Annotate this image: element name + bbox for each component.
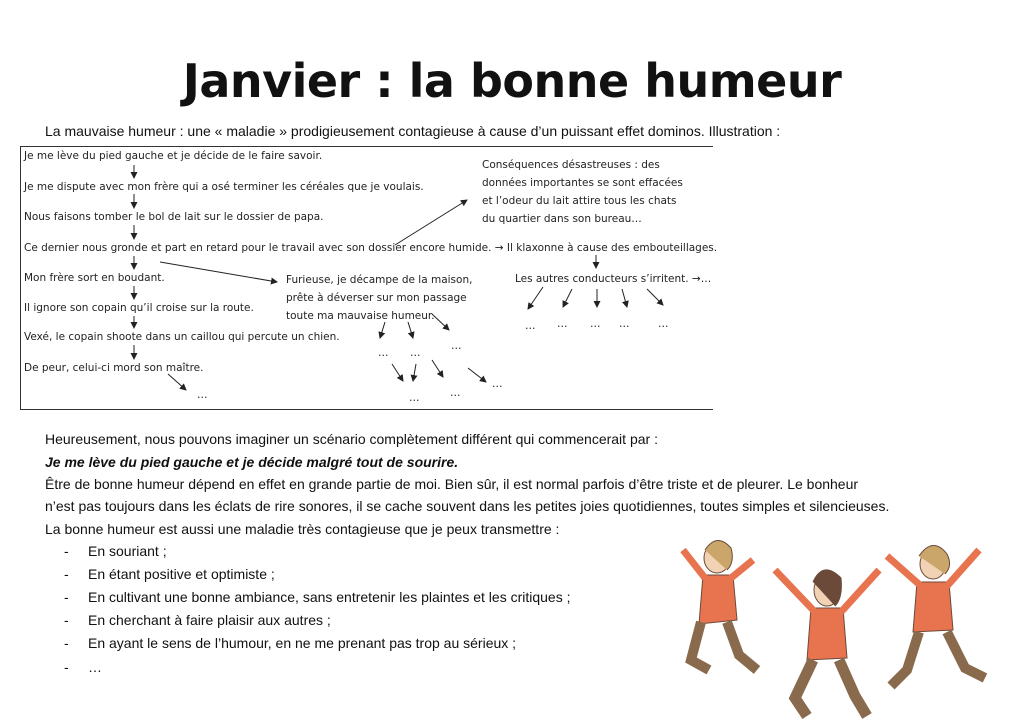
chain-step-8: De peur, celui-ci mord son maître. bbox=[24, 362, 204, 374]
girl-left bbox=[683, 540, 757, 670]
paragraph-line-1: Heureusement, nous pouvons imaginer un scénario complètement différent qui commencerait par : bbox=[45, 431, 658, 447]
ellipsis-2: … bbox=[378, 347, 389, 359]
list-dash: - bbox=[64, 635, 69, 651]
ellipsis-9: … bbox=[557, 318, 568, 330]
chain-step-3: Nous faisons tomber le bol de lait sur le dossier de papa. bbox=[24, 211, 324, 223]
ellipsis-12: … bbox=[658, 318, 669, 330]
ellipsis-11: … bbox=[619, 318, 630, 330]
list-dash: - bbox=[64, 659, 69, 675]
list-item-text: En étant positive et optimiste ; bbox=[88, 566, 275, 582]
list-item bbox=[64, 635, 516, 651]
list-dash: - bbox=[64, 543, 69, 559]
page-title: Janvier : la bonne humeur bbox=[182, 54, 842, 108]
girl-middle bbox=[775, 570, 879, 716]
chain-step-4: Ce dernier nous gronde et part en retard pour le travail avec son dossier encore humide. → Il klaxonne à cause des embouteillages. bbox=[24, 242, 718, 254]
list-dash: - bbox=[64, 612, 69, 628]
paragraph-line-4: n’est pas toujours dans les éclats de rire sonores, il se cache souvent dans les petites joies quotidiennes, toutes simples et silencieuses. bbox=[45, 498, 890, 514]
jumping-girls-illustration-icon bbox=[665, 520, 1005, 720]
girl-right bbox=[887, 545, 985, 686]
conducteurs-text: Les autres conducteurs s’irritent. →… bbox=[515, 273, 712, 285]
chain-step-5: Mon frère sort en boudant. bbox=[24, 272, 165, 284]
consequences-text: Conséquences désastreuses : des données importantes se sont effacées et l’odeur du lait attire tous les chats du quartier dans son bureau… bbox=[482, 159, 683, 225]
list-item-text: En cherchant à faire plaisir aux autres ; bbox=[88, 612, 331, 628]
ellipsis-10: … bbox=[590, 318, 601, 330]
intro-text: La mauvaise humeur : une « maladie » prodigieusement contagieuse à cause d’un puissant effet dominos. Illustration : bbox=[45, 123, 781, 139]
chain-step-1: Je me lève du pied gauche et je décide de le faire savoir. bbox=[24, 150, 323, 162]
list-item-text: En souriant ; bbox=[88, 543, 167, 559]
paragraph-line-3: Être de bonne humeur dépend en effet en grande partie de moi. Bien sûr, il est normal parfois d’être triste et de pleurer. Le bonheur bbox=[45, 476, 859, 492]
list-item bbox=[64, 612, 331, 628]
list-item bbox=[64, 543, 167, 559]
list-dash: - bbox=[64, 566, 69, 582]
list-item-text: … bbox=[88, 659, 102, 675]
list-item-text: En cultivant une bonne ambiance, sans entretenir les plaintes et les critiques ; bbox=[88, 589, 571, 605]
list-item-text: En ayant le sens de l’humour, en ne me prenant pas trop au sérieux ; bbox=[88, 635, 517, 651]
list-item bbox=[64, 589, 571, 605]
list-item bbox=[64, 659, 102, 675]
ellipsis-1: … bbox=[197, 389, 208, 401]
ellipsis-4: … bbox=[451, 340, 462, 352]
ellipsis-6: … bbox=[450, 387, 461, 399]
ellipsis-7: … bbox=[492, 378, 503, 390]
chain-step-7: Vexé, le copain shoote dans un caillou qui percute un chien. bbox=[24, 331, 340, 343]
ellipsis-3: … bbox=[410, 347, 421, 359]
ellipsis-5: … bbox=[409, 392, 420, 404]
chain-step-2: Je me dispute avec mon frère qui a osé terminer les céréales que je voulais. bbox=[24, 181, 424, 193]
ellipsis-8: … bbox=[525, 320, 536, 332]
list-item bbox=[64, 566, 275, 582]
chain-step-6: Il ignore son copain qu’il croise sur la route. bbox=[24, 302, 254, 314]
list-dash: - bbox=[64, 589, 69, 605]
paragraph-line-5: La bonne humeur est aussi une maladie très contagieuse que je peux transmettre : bbox=[45, 521, 560, 537]
furieuse-text: Furieuse, je décampe de la maison, prête à déverser sur mon passage toute ma mauvaise humeur. bbox=[286, 274, 473, 322]
paragraph-hook: Je me lève du pied gauche et je décide malgré tout de sourire. bbox=[45, 454, 459, 470]
